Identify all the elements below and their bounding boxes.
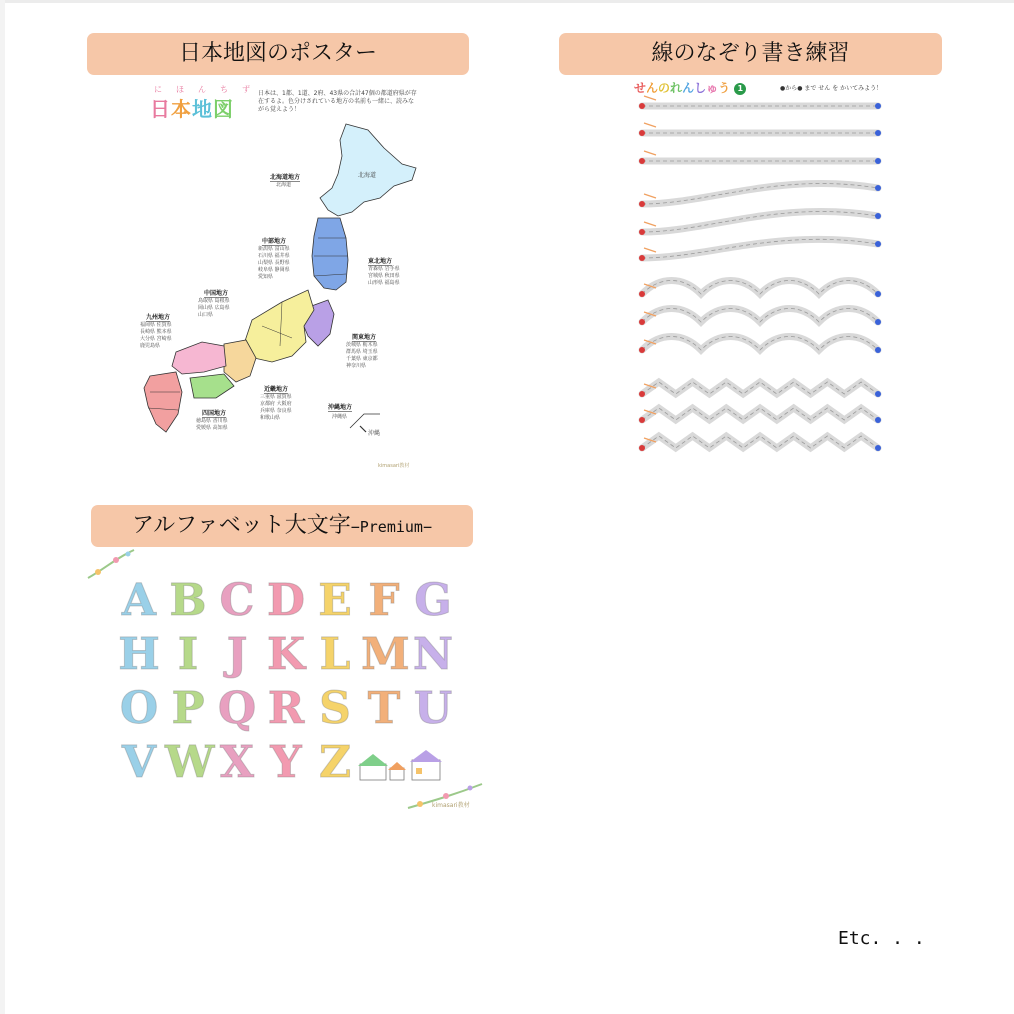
alphabet-letter-h: H [118,629,160,680]
trace-path [642,281,878,295]
top-divider [0,0,1014,3]
alphabet-letter-j: J [226,629,248,680]
japan-map-poster[interactable] [132,76,432,478]
end-dot [875,417,881,423]
region-kinki: 近畿地方 [264,386,289,393]
region-chugoku-prefs: 鳥取県 島根県 岡山県 広島県 山口県 [198,298,230,318]
houses-illustration [358,750,442,780]
alphabet-letter-o: O [119,683,159,734]
worksheet-instruction: ●から● まで せん を かいてみよう！ [780,85,883,92]
start-dot [639,445,645,451]
end-dot [875,130,881,136]
worksheet-title-text: せんのれんしゅう [634,81,731,95]
trace-path [642,212,878,232]
region-hokkaido-prefs: 北海道 [276,182,292,188]
trace-path [642,337,878,351]
region-okinawa-prefs: 沖縄県 [332,414,348,420]
region-shikoku: 四国地方 [202,410,227,417]
direction-arrow [644,222,656,226]
poster-intro: 日本は、1都、1道、2府、43県の合計47個の都道府県が存在するよ。色分けされている地方の名前も一緒に、読みながら覚えよう！ [258,90,417,113]
alphabet-credit: kimasari教材 [432,802,470,809]
direction-arrow [644,123,656,127]
alphabet-letter-g: G [414,575,452,626]
end-dot [875,213,881,219]
hokkaido-shape [320,124,416,216]
shikoku-shape [190,374,234,398]
end-dot [875,185,881,191]
trace-path [642,408,878,420]
left-divider [0,0,5,1014]
alphabet-letter-i: I [177,629,199,680]
region-kanto-prefs: 茨城県 栃木県 群馬県 埼玉県 千葉県 東京都 神奈川県 [346,342,378,369]
start-dot [639,255,645,261]
start-dot [639,229,645,235]
region-tohoku-prefs: 青森県 岩手県 宮城県 秋田県 山形県 福島県 [368,266,400,286]
start-dot [639,103,645,109]
japan-poster-title[interactable]: 日本地図のポスター [87,33,469,75]
alphabet-letter-r: R [267,683,305,734]
trace-path [642,184,878,204]
region-kyushu-prefs: 福岡県 佐賀県 長崎県 熊本県 大分県 宮崎県 鹿児島県 [140,322,172,349]
alphabet-letter-l: L [319,629,351,680]
alphabet-letter-b: B [169,575,207,626]
poster-heading-text: 日本地図 [150,97,234,121]
trace-path [642,309,878,323]
alphabet-letter-w: W [165,737,215,788]
region-okinawa: 沖縄地方 [328,404,353,411]
end-dot [875,241,881,247]
alphabet-title-suffix: −Premium− [350,518,432,536]
start-dot [639,130,645,136]
direction-arrow [644,248,656,252]
alphabet-letter-d: D [266,575,306,626]
start-dot [639,391,645,397]
region-chubu-prefs: 新潟県 富山県 石川県 福井県 山梨県 長野県 岐阜県 静岡県 愛知県 [258,246,290,280]
alphabet-letter-e: E [318,575,352,626]
trace-path [642,436,878,448]
alphabet-letter-s: S [319,683,351,734]
alphabet-letter-x: X [219,737,255,788]
direction-arrow [644,96,656,100]
end-dot [875,158,881,164]
region-kinki-prefs: 三重県 滋賀県 京都府 大阪府 兵庫県 奈良県 和歌山県 [260,394,292,421]
kyushu-shape [144,372,182,432]
start-dot [639,347,645,353]
okinawa-inset [350,414,380,428]
alphabet-letter-f: F [368,575,400,626]
tracing-worksheet[interactable] [628,76,894,486]
region-kanto: 関東地方 [352,334,377,341]
poster-ruby: にほんちず [154,85,264,94]
alphabet-letter-z: Z [318,737,352,788]
alphabet-letter-t: T [367,683,401,734]
alphabet-title-main: アルファベット大文字 [132,513,351,538]
alphabet-letter-k: K [266,629,306,680]
start-dot [639,158,645,164]
region-tohoku: 東北地方 [368,258,393,265]
poster-credit: kimasari教材 [378,463,410,469]
end-dot [875,391,881,397]
end-dot [875,319,881,325]
region-chubu: 中部地方 [262,238,287,245]
start-dot [639,291,645,297]
alphabet-poster[interactable] [86,548,486,820]
start-dot [639,417,645,423]
alphabet-letter-n: N [412,629,454,680]
chubu-shape [244,290,314,362]
alphabet-letter-p: P [171,683,205,734]
alphabet-letter-a: A [121,575,157,626]
alphabet-letter-u: U [413,683,453,734]
direction-arrow [644,151,656,155]
direction-arrow [644,194,656,198]
alphabet-letter-m: M [361,629,410,680]
start-dot [639,201,645,207]
region-hokkaido: 北海道地方 [270,174,301,181]
tracing-lines-svg [628,76,894,486]
alphabet-letter-y: Y [270,737,302,788]
okinawa-map-label: 沖縄 [368,430,381,437]
end-dot [875,445,881,451]
tohoku-shape [312,218,348,290]
worksheet-number-badge: 1 [734,83,746,95]
alphabet-letter-v: V [121,737,157,788]
region-kyushu: 九州地方 [146,314,171,321]
alphabet-uppercase-title[interactable] [91,505,473,547]
alphabet-letter-q: Q [217,683,257,734]
hokkaido-map-label: 北海道 [358,172,377,179]
etc-caption: Etc. . . [838,928,925,949]
end-dot [875,347,881,353]
alphabet-letter-c: C [219,575,255,626]
region-shikoku-prefs: 徳島県 香川県 愛媛県 高知県 [196,418,228,431]
tracing-practice-title[interactable]: 線のなぞり書き練習 [559,33,942,75]
trace-path [642,382,878,394]
trace-path [642,239,878,258]
region-chugoku: 中国地方 [204,290,229,297]
end-dot [875,291,881,297]
start-dot [639,319,645,325]
end-dot [875,103,881,109]
